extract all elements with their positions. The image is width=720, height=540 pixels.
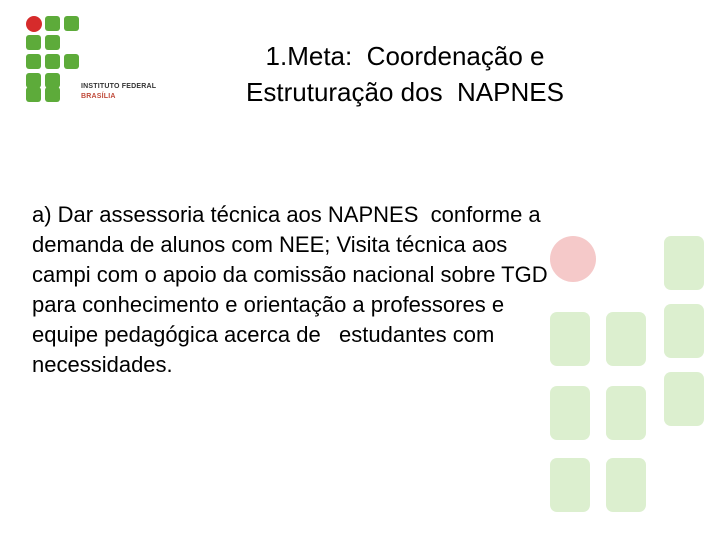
logo-square [45, 73, 60, 88]
logo-grid [26, 16, 80, 102]
logo-square [64, 54, 79, 69]
logo-square [64, 16, 79, 31]
body-line: para conhecimento e orientação a professores e [32, 292, 505, 317]
logo-square [45, 87, 60, 102]
logo-square [45, 16, 60, 31]
body-line: demanda de alunos com NEE; Visita técnica aos [32, 232, 508, 257]
logo-text-campus: BRASÍLIA [81, 93, 116, 100]
logo-dot [26, 16, 42, 32]
watermark-square [606, 458, 646, 512]
logo-square [26, 73, 41, 88]
body-line: a) Dar assessoria técnica aos NAPNES conforme a [32, 202, 541, 227]
logo-square [45, 35, 60, 50]
logo-square [26, 54, 41, 69]
body-line: equipe pedagógica acerca de estudantes com [32, 322, 495, 347]
watermark-square [550, 386, 590, 440]
slide-title-line: Estruturação dos NAPNES [246, 77, 564, 107]
logo-square [26, 35, 41, 50]
watermark-square [550, 458, 590, 512]
logo-text-institution: INSTITUTO FEDERAL [81, 83, 157, 90]
institution-logo [26, 16, 158, 104]
logo-square [45, 54, 60, 69]
body-line: necessidades. [32, 352, 173, 377]
watermark-square [664, 372, 704, 426]
watermark-square [606, 386, 646, 440]
slide-body-paragraph [32, 200, 697, 380]
logo-square [26, 87, 41, 102]
slide-title [170, 38, 640, 110]
slide-title-line: 1.Meta: Coordenação e [265, 41, 545, 71]
body-line: campi com o apoio da comissão nacional sobre TGD [32, 262, 548, 287]
